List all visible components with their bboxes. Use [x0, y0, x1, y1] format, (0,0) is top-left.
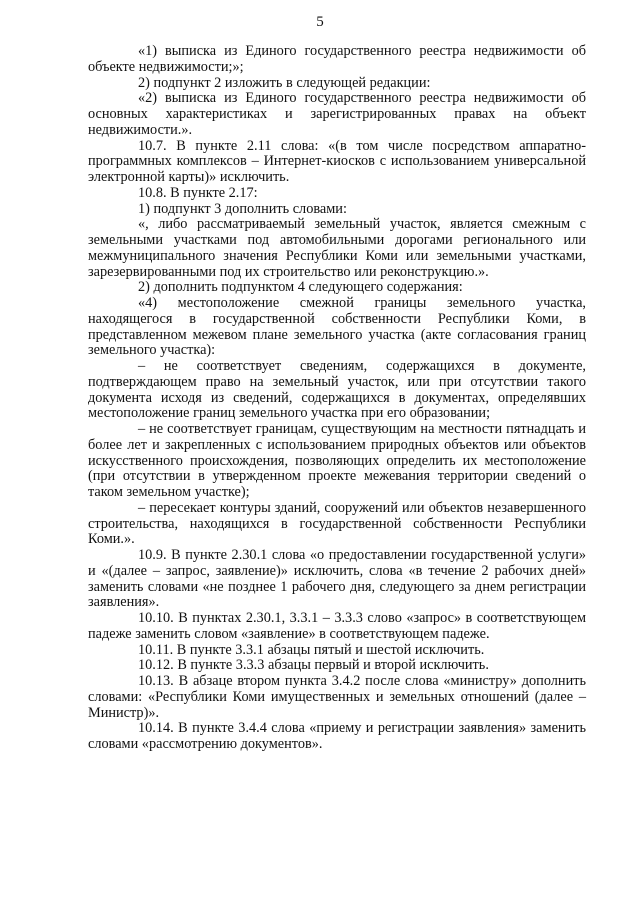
paragraph: 2) подпункт 2 изложить в следующей редакции:: [138, 74, 431, 91]
paragraph: – не соответствует границам, существующим на местности пятнадцать и более лет и закрепленных с использованием природных объектов или объектов искусственного происхождения, позволяющих определить их местоположение (при отсутствии в утвержденном проекте межевания территории сведений о таком земельном участке);: [88, 421, 586, 500]
paragraph: 10.14. В пункте 3.4.4 слова «приему и регистрации заявления» заменить словами «рассмотрению документов».: [88, 720, 586, 752]
paragraph: 2) дополнить подпунктом 4 следующего содержания:: [138, 279, 463, 296]
paragraph: 10.12. В пункте 3.3.3 абзацы первый и второй исключить.: [138, 657, 489, 674]
paragraph: – пересекает контуры зданий, сооружений или объектов незавершенного строительства, находящихся в государственной собственности Республики Коми.».: [88, 499, 586, 548]
paragraph: 10.9. В пункте 2.30.1 слова «о предоставлении государственной услуги» и «(далее – запрос, заявление)» исключить, слова «в течение 2 рабочих дней» заменить словами «не позднее 1 рабочего дня, следующего за днем регистрации заявления».: [88, 547, 586, 611]
paragraph: 10.8. В пункте 2.17:: [138, 184, 258, 201]
paragraph: «4) местоположение смежной границы земельного участка, находящегося в государственной собственности Республики Коми, в представленном межевом плане земельного участка (акте согласования границ земельного участка):: [88, 295, 586, 359]
paragraph: «2) выписка из Единого государственного реестра недвижимости об основных характеристиках и зарегистрированных правах на объект недвижимости.».: [88, 90, 586, 138]
page-number: 5: [316, 14, 324, 30]
paragraph: – не соответствует сведениям, содержащихся в документе, подтверждающем право на земельный участок, или при отсутствии такого документа исходя из сведений, содержащихся в документах, определявших местоположение границ земельного участка при его образовании;: [88, 358, 586, 422]
document-body: [88, 44, 586, 753]
paragraph: 10.11. В пункте 3.3.1 абзацы пятый и шестой исключить.: [138, 641, 485, 658]
paragraph: 1) подпункт 3 дополнить словами:: [138, 200, 347, 217]
paragraph: 10.13. В абзаце втором пункта 3.4.2 после слова «министру» дополнить словами: «Республики Коми имущественных и земельных отношений (далее – Министр)».: [88, 673, 586, 721]
paragraph: «, либо рассматриваемый земельный участок, является смежным с земельными участками под автомобильными дорогами регионального или межмуниципального значения Республики Коми или земельными участками, зарезервированными под их строительство или реконструкцию.».: [88, 216, 586, 280]
paragraph: 10.7. В пункте 2.11 слова: «(в том числе посредством аппаратно-программных комплексов – Интернет-киосков с использованием универсальной электронной карты)» исключить.: [88, 137, 586, 185]
paragraph: 10.10. В пунктах 2.30.1, 3.3.1 – 3.3.3 слово «запрос» в соответствующем падеже заменить словом «заявление» в соответствующем падеже.: [88, 610, 586, 642]
paragraph: «1) выписка из Единого государственного реестра недвижимости об объекте недвижимости;»;: [88, 43, 586, 75]
